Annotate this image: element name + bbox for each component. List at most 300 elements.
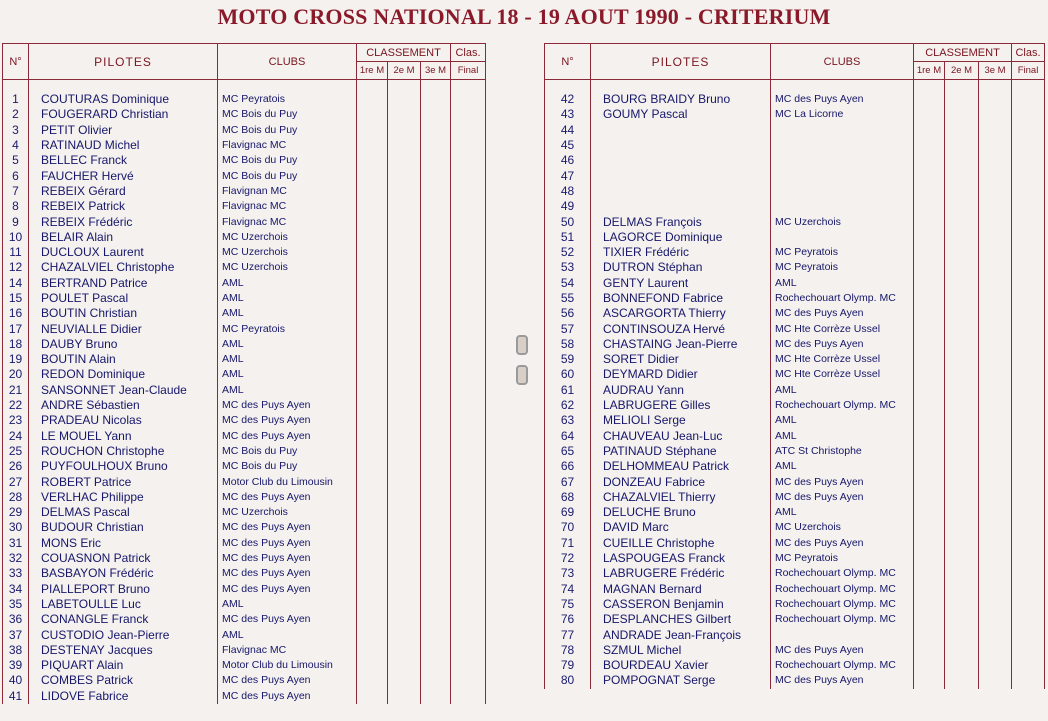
score-final — [1012, 413, 1045, 428]
score-2e-manche — [388, 398, 421, 413]
score-final — [1012, 673, 1045, 688]
score-3e-manche — [979, 536, 1012, 551]
rider-name — [591, 153, 771, 168]
score-2e-manche — [945, 199, 979, 214]
spacer-cell — [1012, 80, 1045, 93]
score-3e-manche — [979, 474, 1012, 489]
rider-club: MC des Puys Ayen — [771, 536, 914, 551]
score-1re-manche — [914, 138, 945, 153]
rider-club — [771, 184, 914, 199]
rider-name: CONTINSOUZA Hervé — [591, 321, 771, 336]
score-3e-manche — [979, 398, 1012, 413]
table-row — [3, 276, 486, 291]
rider-club: MC Uzerchois — [218, 230, 357, 245]
score-3e-manche — [979, 337, 1012, 352]
score-2e-manche — [945, 276, 979, 291]
score-final — [1012, 444, 1045, 459]
score-3e-manche — [979, 597, 1012, 612]
rider-name — [591, 168, 771, 183]
score-2e-manche — [388, 612, 421, 627]
score-1re-manche — [357, 107, 388, 122]
score-final — [451, 413, 486, 428]
score-2e-manche — [388, 153, 421, 168]
rider-name: BELAIR Alain — [29, 230, 218, 245]
table-row — [3, 413, 486, 428]
rider-name: POMPOGNAT Serge — [591, 673, 771, 688]
score-1re-manche — [914, 658, 945, 673]
rider-name: CUEILLE Christophe — [591, 536, 771, 551]
score-1re-manche — [914, 352, 945, 367]
rider-number: 62 — [545, 398, 591, 413]
score-3e-manche — [979, 214, 1012, 229]
score-3e-manche — [979, 352, 1012, 367]
rider-club: MC Bois du Puy — [218, 459, 357, 474]
rider-club — [771, 168, 914, 183]
score-3e-manche — [421, 612, 451, 627]
score-2e-manche — [388, 429, 421, 444]
rider-name — [591, 199, 771, 214]
score-3e-manche — [979, 138, 1012, 153]
rider-name: COMBES Patrick — [29, 673, 218, 688]
score-2e-manche — [388, 474, 421, 489]
spacer-cell — [771, 80, 914, 93]
table-row — [3, 505, 486, 520]
rider-club: MC des Puys Ayen — [218, 582, 357, 597]
score-1re-manche — [914, 536, 945, 551]
rider-number: 33 — [3, 566, 29, 581]
rider-club: Flavignac MC — [218, 199, 357, 214]
score-3e-manche — [979, 673, 1012, 688]
rider-number: 6 — [3, 168, 29, 183]
score-2e-manche — [945, 673, 979, 688]
score-final — [451, 337, 486, 352]
score-3e-manche — [979, 459, 1012, 474]
rider-number: 58 — [545, 337, 591, 352]
rider-number: 50 — [545, 214, 591, 229]
score-1re-manche — [357, 444, 388, 459]
score-2e-manche — [945, 153, 979, 168]
score-final — [451, 138, 486, 153]
rider-club: Rochechouart Olymp. MC — [771, 612, 914, 627]
score-3e-manche — [421, 551, 451, 566]
score-2e-manche — [945, 184, 979, 199]
table-row — [3, 214, 486, 229]
rider-number: 76 — [545, 612, 591, 627]
score-2e-manche — [945, 658, 979, 673]
score-3e-manche — [979, 168, 1012, 183]
rider-name: VERLHAC Philippe — [29, 490, 218, 505]
score-3e-manche — [979, 505, 1012, 520]
rider-number: 74 — [545, 582, 591, 597]
rider-name: BERTRAND Patrice — [29, 276, 218, 291]
table-row — [545, 627, 1045, 642]
score-final — [451, 306, 486, 321]
rider-number: 39 — [3, 658, 29, 673]
score-final — [1012, 429, 1045, 444]
score-final — [451, 597, 486, 612]
score-1re-manche — [914, 490, 945, 505]
rider-number: 59 — [545, 352, 591, 367]
rider-club — [771, 153, 914, 168]
score-final — [1012, 627, 1045, 642]
rider-number: 64 — [545, 429, 591, 444]
table-row — [545, 505, 1045, 520]
table-row — [545, 658, 1045, 673]
score-3e-manche — [979, 306, 1012, 321]
rider-club: MC Bois du Puy — [218, 123, 357, 138]
score-2e-manche — [388, 199, 421, 214]
left-table — [2, 43, 486, 704]
rider-name: DESTENAY Jacques — [29, 643, 218, 658]
rider-name: CHASTAING Jean-Pierre — [591, 337, 771, 352]
table-row — [3, 123, 486, 138]
table-row — [3, 566, 486, 581]
left-panel — [2, 43, 485, 704]
score-final — [451, 689, 486, 704]
score-2e-manche — [945, 627, 979, 642]
rider-club: MC des Puys Ayen — [218, 536, 357, 551]
rider-club: AML — [218, 597, 357, 612]
col-3e-manche-header: 3e M — [979, 62, 1012, 80]
score-final — [451, 612, 486, 627]
rider-name: DONZEAU Fabrice — [591, 474, 771, 489]
score-2e-manche — [388, 245, 421, 260]
rider-number: 9 — [3, 214, 29, 229]
table-row — [3, 306, 486, 321]
rider-number: 1 — [3, 92, 29, 107]
rider-club: MC des Puys Ayen — [771, 337, 914, 352]
score-1re-manche — [914, 505, 945, 520]
score-1re-manche — [357, 184, 388, 199]
score-3e-manche — [979, 490, 1012, 505]
table-row — [545, 230, 1045, 245]
rider-number: 54 — [545, 276, 591, 291]
score-1re-manche — [914, 643, 945, 658]
col-2e-manche-header: 2e M — [388, 62, 421, 80]
score-final — [1012, 658, 1045, 673]
rider-club: MC des Puys Ayen — [771, 490, 914, 505]
score-2e-manche — [388, 673, 421, 688]
table-row — [545, 520, 1045, 535]
score-3e-manche — [421, 245, 451, 260]
rider-number: 25 — [3, 444, 29, 459]
score-1re-manche — [357, 398, 388, 413]
rider-name: NEUVIALLE Didier — [29, 321, 218, 336]
score-1re-manche — [914, 367, 945, 382]
right-table-body — [545, 80, 1045, 689]
score-3e-manche — [421, 566, 451, 581]
score-2e-manche — [945, 383, 979, 398]
score-final — [1012, 321, 1045, 336]
rider-number: 42 — [545, 92, 591, 107]
score-3e-manche — [979, 643, 1012, 658]
table-row — [3, 321, 486, 336]
score-1re-manche — [357, 138, 388, 153]
rider-number: 26 — [3, 459, 29, 474]
rider-club: Rochechouart Olymp. MC — [771, 597, 914, 612]
rider-name: DELMAS Pascal — [29, 505, 218, 520]
score-1re-manche — [914, 627, 945, 642]
score-2e-manche — [388, 643, 421, 658]
rider-name: DAVID Marc — [591, 520, 771, 535]
table-row — [3, 199, 486, 214]
rider-number: 56 — [545, 306, 591, 321]
col-1re-manche-header: 1re M — [914, 62, 945, 80]
rider-name: DELHOMMEAU Patrick — [591, 459, 771, 474]
score-1re-manche — [914, 123, 945, 138]
spacer-cell — [388, 80, 421, 93]
score-3e-manche — [979, 658, 1012, 673]
rider-club: MC Bois du Puy — [218, 444, 357, 459]
rider-number: 65 — [545, 444, 591, 459]
score-2e-manche — [945, 291, 979, 306]
rider-name: ANDRE Sébastien — [29, 398, 218, 413]
table-row — [545, 245, 1045, 260]
table-row — [3, 92, 486, 107]
rider-club: Flavignac MC — [218, 214, 357, 229]
col-3e-manche-header: 3e M — [421, 62, 451, 80]
score-1re-manche — [357, 352, 388, 367]
score-3e-manche — [421, 199, 451, 214]
rider-club: MC Uzerchois — [218, 260, 357, 275]
rider-name: DUCLOUX Laurent — [29, 245, 218, 260]
score-1re-manche — [914, 597, 945, 612]
rider-name: REBEIX Patrick — [29, 199, 218, 214]
rider-number: 3 — [3, 123, 29, 138]
rider-club: MC Bois du Puy — [218, 107, 357, 122]
rider-club: MC Uzerchois — [218, 245, 357, 260]
score-1re-manche — [914, 184, 945, 199]
rider-club: AML — [771, 413, 914, 428]
score-final — [451, 321, 486, 336]
rider-number: 19 — [3, 352, 29, 367]
score-3e-manche — [979, 291, 1012, 306]
score-final — [451, 260, 486, 275]
rider-number: 77 — [545, 627, 591, 642]
score-2e-manche — [388, 689, 421, 704]
score-3e-manche — [421, 291, 451, 306]
spacer-cell — [29, 80, 218, 93]
score-3e-manche — [421, 138, 451, 153]
rider-number: 78 — [545, 643, 591, 658]
table-row — [3, 689, 486, 704]
score-3e-manche — [421, 689, 451, 704]
rider-name: FOUGERARD Christian — [29, 107, 218, 122]
rider-club: MC des Puys Ayen — [218, 413, 357, 428]
rider-number: 8 — [3, 199, 29, 214]
paper-clip — [516, 365, 528, 385]
table-row — [3, 168, 486, 183]
score-2e-manche — [945, 123, 979, 138]
rider-club: MC Uzerchois — [771, 520, 914, 535]
spacer-cell — [451, 80, 486, 93]
score-final — [451, 107, 486, 122]
rider-name: REBEIX Frédéric — [29, 214, 218, 229]
table-row — [545, 123, 1045, 138]
score-final — [1012, 367, 1045, 382]
rider-club: MC Peyratois — [218, 321, 357, 336]
rider-club: AML — [218, 367, 357, 382]
rider-number: 51 — [545, 230, 591, 245]
score-2e-manche — [945, 245, 979, 260]
score-final — [451, 367, 486, 382]
score-1re-manche — [357, 230, 388, 245]
score-final — [1012, 490, 1045, 505]
score-2e-manche — [388, 658, 421, 673]
rider-club: MC Peyratois — [771, 551, 914, 566]
score-2e-manche — [388, 627, 421, 642]
rider-name: DUTRON Stéphan — [591, 260, 771, 275]
score-final — [451, 673, 486, 688]
rider-number: 2 — [3, 107, 29, 122]
spacer-row — [3, 80, 486, 93]
score-1re-manche — [357, 658, 388, 673]
rider-club: MC Peyratois — [771, 245, 914, 260]
rider-club: ATC St Christophe — [771, 444, 914, 459]
score-3e-manche — [979, 383, 1012, 398]
rider-name: LIDOVE Fabrice — [29, 689, 218, 704]
score-1re-manche — [914, 673, 945, 688]
score-2e-manche — [388, 582, 421, 597]
table-row — [545, 168, 1045, 183]
score-3e-manche — [421, 582, 451, 597]
score-2e-manche — [945, 306, 979, 321]
spacer-cell — [945, 80, 979, 93]
score-2e-manche — [945, 582, 979, 597]
rider-club: MC des Puys Ayen — [771, 306, 914, 321]
rider-name: REBEIX Gérard — [29, 184, 218, 199]
score-1re-manche — [357, 291, 388, 306]
score-final — [451, 474, 486, 489]
score-final — [451, 658, 486, 673]
rider-number: 31 — [3, 536, 29, 551]
score-final — [1012, 291, 1045, 306]
score-1re-manche — [357, 276, 388, 291]
rider-number: 36 — [3, 612, 29, 627]
score-1re-manche — [357, 123, 388, 138]
score-final — [451, 184, 486, 199]
score-final — [451, 429, 486, 444]
score-2e-manche — [945, 413, 979, 428]
table-row — [545, 429, 1045, 444]
score-1re-manche — [357, 643, 388, 658]
score-final — [1012, 214, 1045, 229]
score-final — [1012, 306, 1045, 321]
score-final — [1012, 612, 1045, 627]
rider-number: 20 — [3, 367, 29, 382]
col-classement-header: CLASSEMENT — [914, 44, 1012, 62]
rider-number: 29 — [3, 505, 29, 520]
rider-name: BOUTIN Alain — [29, 352, 218, 367]
score-3e-manche — [421, 627, 451, 642]
rider-number: 38 — [3, 643, 29, 658]
table-row — [3, 490, 486, 505]
rider-number: 45 — [545, 138, 591, 153]
score-2e-manche — [388, 413, 421, 428]
rider-name: DELUCHE Bruno — [591, 505, 771, 520]
table-row — [545, 612, 1045, 627]
rider-name: RATINAUD Michel — [29, 138, 218, 153]
score-1re-manche — [357, 459, 388, 474]
rider-name: LE MOUEL Yann — [29, 429, 218, 444]
score-1re-manche — [914, 459, 945, 474]
table-row — [545, 444, 1045, 459]
score-3e-manche — [421, 597, 451, 612]
score-1re-manche — [914, 276, 945, 291]
score-3e-manche — [421, 444, 451, 459]
rider-name: BOURG BRAIDY Bruno — [591, 92, 771, 107]
rider-name: COUTURAS Dominique — [29, 92, 218, 107]
score-1re-manche — [914, 306, 945, 321]
table-row — [545, 413, 1045, 428]
rider-name: DAUBY Bruno — [29, 337, 218, 352]
rider-name: CASSERON Benjamin — [591, 597, 771, 612]
col-num-header: N° — [545, 44, 591, 80]
score-final — [1012, 138, 1045, 153]
rider-number: 22 — [3, 398, 29, 413]
col-clas-header: Clas. — [1012, 44, 1045, 62]
table-row — [545, 306, 1045, 321]
rider-number: 63 — [545, 413, 591, 428]
score-2e-manche — [388, 138, 421, 153]
rider-club: MC Bois du Puy — [218, 153, 357, 168]
score-3e-manche — [421, 107, 451, 122]
rider-number: 52 — [545, 245, 591, 260]
rider-name: PUYFOULHOUX Bruno — [29, 459, 218, 474]
rider-number: 23 — [3, 413, 29, 428]
table-row — [545, 153, 1045, 168]
rider-name: ANDRADE Jean-François — [591, 627, 771, 642]
score-final — [1012, 551, 1045, 566]
score-2e-manche — [945, 230, 979, 245]
score-3e-manche — [979, 627, 1012, 642]
rider-club — [771, 627, 914, 642]
spacer-cell — [979, 80, 1012, 93]
score-final — [451, 291, 486, 306]
score-2e-manche — [945, 643, 979, 658]
score-2e-manche — [388, 260, 421, 275]
score-3e-manche — [421, 429, 451, 444]
score-final — [1012, 107, 1045, 122]
score-final — [451, 643, 486, 658]
rider-name: CUSTODIO Jean-Pierre — [29, 627, 218, 642]
rider-club — [771, 123, 914, 138]
table-row — [3, 673, 486, 688]
table-row — [3, 398, 486, 413]
score-2e-manche — [388, 306, 421, 321]
score-final — [451, 566, 486, 581]
rider-club: Motor Club du Limousin — [218, 658, 357, 673]
table-row — [545, 673, 1045, 688]
score-1re-manche — [914, 168, 945, 183]
rider-club: MC des Puys Ayen — [218, 673, 357, 688]
score-final — [1012, 123, 1045, 138]
rider-name: POULET Pascal — [29, 291, 218, 306]
score-1re-manche — [914, 582, 945, 597]
score-2e-manche — [388, 505, 421, 520]
rider-club: Rochechouart Olymp. MC — [771, 291, 914, 306]
score-final — [451, 627, 486, 642]
table-row — [545, 214, 1045, 229]
score-2e-manche — [388, 123, 421, 138]
score-1re-manche — [914, 92, 945, 107]
rider-number: 73 — [545, 566, 591, 581]
score-2e-manche — [945, 474, 979, 489]
col-clubs-header: CLUBS — [771, 44, 914, 80]
score-final — [451, 398, 486, 413]
score-3e-manche — [421, 260, 451, 275]
score-2e-manche — [945, 536, 979, 551]
